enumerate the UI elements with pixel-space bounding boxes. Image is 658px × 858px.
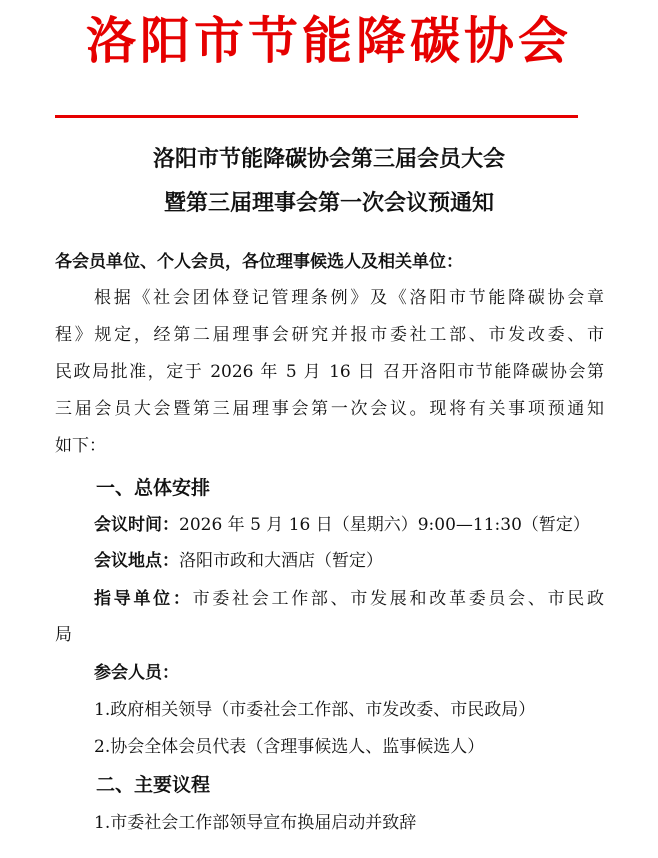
notice-title-line1: 洛阳市节能降碳协会第三届会员大会: [152, 147, 505, 172]
guide-unit-row: [94, 586, 604, 612]
intro-line-1: 根据《社会团体登记管理条例》及《洛阳市节能降碳协会章: [94, 288, 604, 308]
agenda-item-1: 1.市委社会工作部领导宣布换届启动并致辞: [94, 813, 417, 833]
meeting-time-value: 2026 年 5 月 16 日（星期六）9:00—11:30（暂定）: [179, 515, 590, 535]
meeting-place-value: 洛阳市政和大酒店（暂定）: [179, 551, 383, 571]
meeting-place-row: [94, 548, 383, 574]
attendee-item-2: 2.协会全体会员代表（含理事候选人、监事候选人）: [94, 737, 485, 757]
section1-heading: 一、总体安排: [96, 477, 211, 499]
letterhead-red-rule: [55, 115, 578, 118]
guide-unit-value: 市委社会工作部、市发展和改革委员会、市民政: [192, 589, 605, 609]
guide-unit-value-continued: 局: [55, 625, 72, 645]
intro-line-2: 程》规定，经第二届理事会研究并报市委社工部、市发改委、市: [55, 325, 604, 345]
meeting-time-label: 会议时间：: [94, 515, 179, 535]
salutation: 各会员单位、个人会员，各位理事候选人及相关单位：: [55, 252, 463, 272]
intro-line-3: 民政局批准，定于 2026 年 5 月 16 日 召开洛阳市节能降碳协会第: [55, 362, 604, 382]
intro-line-5: 如下：: [55, 436, 106, 456]
meeting-time-row: [94, 512, 590, 538]
attendees-label: 参会人员：: [94, 663, 179, 683]
attendee-item-1: 1.政府相关领导（市委社会工作部、市发改委、市民政局）: [94, 700, 536, 720]
intro-line-4: 三届会员大会暨第三届理事会第一次会议。现将有关事项预通知: [55, 399, 604, 419]
letterhead-organization: 洛阳市节能降碳协会: [86, 12, 572, 70]
guide-unit-label: 指导单位：: [94, 589, 193, 609]
meeting-place-label: 会议地点：: [94, 551, 179, 571]
notice-title-line2: 暨第三届理事会第一次会议预通知: [163, 191, 494, 216]
section2-heading: 二、主要议程: [96, 774, 211, 796]
